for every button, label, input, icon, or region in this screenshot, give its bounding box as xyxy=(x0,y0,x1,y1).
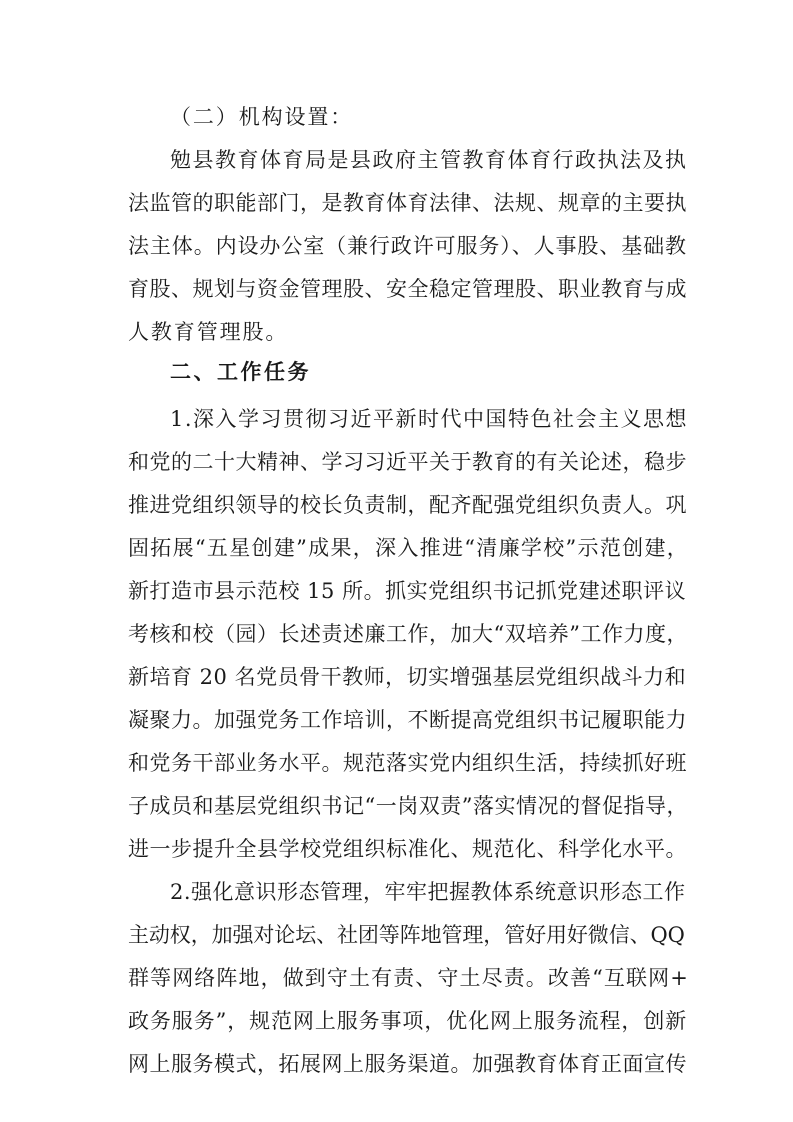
paragraph-line: 推进党组织领导的校长负责制，配齐配强党组织负责人。巩 xyxy=(128,493,687,517)
paragraph-line: 新培育 20 名党员骨干教师，切实增强基层党组织战斗力和 xyxy=(128,665,687,689)
paragraph-line: 子成员和基层党组织书记“一岗双责”落实情况的督促指导， xyxy=(128,794,688,818)
paragraph-line: 2.强化意识形态管理，牢牢把握教体系统意识形态工作 xyxy=(170,880,686,904)
paragraph-line: 和党务干部业务水平。规范落实党内组织生活，持续抓好班 xyxy=(128,751,687,775)
paragraph-line: 人教育管理股。 xyxy=(128,320,289,344)
subheading-org-setup: （二）机构设置： xyxy=(170,105,354,129)
paragraph-line: 固拓展“五星创建”成果，深入推进“清廉学校”示范创建， xyxy=(128,536,690,560)
paragraph-line: 新打造市县示范校 15 所。抓实党组织书记抓党建述职评议 xyxy=(128,579,687,603)
paragraph-line: 和党的二十大精神、学习习近平关于教育的有关论述，稳步 xyxy=(128,450,687,474)
paragraph-line: 法监管的职能部门，是教育体育法律、法规、规章的主要执 xyxy=(128,191,687,215)
paragraph-line: 育股、规划与资金管理股、安全稳定管理股、职业教育与成 xyxy=(128,277,687,301)
section-heading-work-tasks: 二、工作任务 xyxy=(170,360,311,384)
paragraph-line: 考核和校（园）长述责述廉工作，加大“双培养”工作力度， xyxy=(128,622,688,646)
paragraph-line: 进一步提升全县学校党组织标准化、规范化、科学化水平。 xyxy=(128,837,687,861)
paragraph-line: 网上服务模式，拓展网上服务渠道。加强教育体育正面宣传 xyxy=(128,1052,687,1076)
paragraph-line: 法主体。内设办公室（兼行政许可服务）、人事股、基础教 xyxy=(128,234,687,258)
paragraph-line: 主动权，加强对论坛、社团等阵地管理，管好用好微信、QQ xyxy=(128,923,685,947)
paragraph-line: 1.深入学习贯彻习近平新时代中国特色社会主义思想 xyxy=(170,407,689,431)
paragraph-line: 政务服务”，规范网上服务事项，优化网上服务流程，创新 xyxy=(128,1009,688,1033)
paragraph-line: 群等网络阵地，做到守土有责、守土尽责。改善“互联网+ xyxy=(128,966,689,990)
paragraph-line: 勉县教育体育局是县政府主管教育体育行政执法及执 xyxy=(170,148,688,172)
paragraph-line: 凝聚力。加强党务工作培训，不断提高党组织书记履职能力 xyxy=(128,708,687,732)
